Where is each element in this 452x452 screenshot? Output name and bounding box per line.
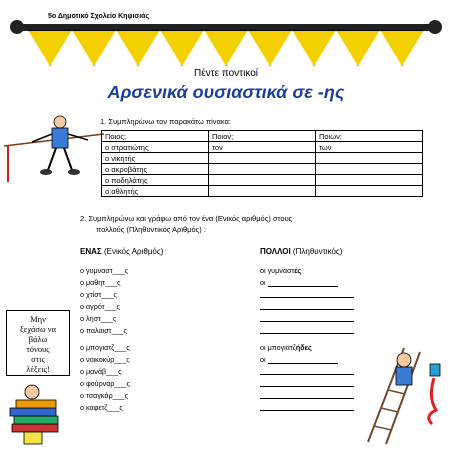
table-cell: ο αθλητής <box>102 186 209 197</box>
answer-line[interactable] <box>260 410 354 411</box>
table-cell[interactable]: των <box>316 142 423 153</box>
list-item[interactable]: ο ληστ___ς <box>80 314 117 323</box>
list-item[interactable]: ο νοικοκύρ___ς <box>80 355 130 364</box>
table-cell: ο ακροβάτης <box>102 164 209 175</box>
answer-line[interactable] <box>260 309 354 310</box>
table-cell[interactable] <box>209 164 316 175</box>
exercise1-table <box>101 130 423 197</box>
table-cell: ο ποδηλάτης <box>102 175 209 186</box>
list-item[interactable]: ο παλαιστ___ς <box>80 326 127 335</box>
tightrope-walker-illustration <box>4 112 104 192</box>
exercise2-instruction-line2: πολλούς (Πληθυντικός Αριθμός) : <box>96 225 206 234</box>
table-header-cell: Ποιων; <box>316 131 423 142</box>
table-cell[interactable] <box>209 153 316 164</box>
list-item[interactable]: ο γυμναστ___ς <box>80 266 129 275</box>
page-title: Αρσενικά ουσιαστικά σε -ης <box>107 82 345 102</box>
rod-end-left <box>10 20 24 34</box>
plural-column-header <box>260 247 342 256</box>
plural-example: οι μπογιατζήδες <box>260 343 312 352</box>
school-name: 5ο Δημοτικό Σχολείο Κηφισιάς <box>48 13 150 20</box>
list-item[interactable]: ο μανάβ___ς <box>80 367 122 376</box>
singular-subhead: (Ενικός Αριθμός) <box>103 247 164 256</box>
table-header-cell: Ποιος; <box>102 131 209 142</box>
plural-answer-line[interactable]: οι <box>260 278 338 287</box>
answer-line[interactable] <box>260 297 354 298</box>
table-cell[interactable] <box>209 175 316 186</box>
singular-head: ΕΝΑΣ <box>80 247 102 256</box>
table-cell: ο στρατιώτης <box>102 142 209 153</box>
boy-with-books-illustration <box>4 378 84 448</box>
answer-line[interactable] <box>260 333 354 334</box>
list-item[interactable]: ο φούρναρ___ς <box>80 379 130 388</box>
list-item[interactable]: ο καφετζ___ς <box>80 403 123 412</box>
table-header-cell: Ποιον; <box>209 131 316 142</box>
table-cell[interactable] <box>316 153 423 164</box>
subtitle: Πέντε ποντικοί <box>193 68 259 79</box>
plural-subhead: (Πληθυντικός) <box>292 247 343 256</box>
answer-line[interactable] <box>260 321 354 322</box>
painter-on-ladder-illustration <box>354 338 450 446</box>
reminder-note: Μην ξεχάσω να βάλω τόνους στις λέξεις! <box>6 310 70 376</box>
plural-head: ΠΟΛΛΟΙ <box>260 247 291 256</box>
list-item[interactable]: ο αγρότ___ς <box>80 302 121 311</box>
table-row <box>102 142 423 153</box>
table-row <box>102 153 423 164</box>
bunting-flags <box>28 30 428 70</box>
plural-answer-line[interactable]: οι <box>260 355 338 364</box>
table-cell[interactable]: τον <box>209 142 316 153</box>
table-row <box>102 175 423 186</box>
table-header-row <box>102 131 423 142</box>
table-cell: ο νικητής <box>102 153 209 164</box>
table-cell[interactable] <box>316 175 423 186</box>
answer-line[interactable] <box>260 386 354 387</box>
table-cell[interactable] <box>209 186 316 197</box>
list-item[interactable]: ο μπογιατζ___ς <box>80 343 130 352</box>
answer-line[interactable] <box>260 374 354 375</box>
list-item[interactable]: ο τσαγκάρ___ς <box>80 391 129 400</box>
answer-line[interactable] <box>260 398 354 399</box>
plural-example: οι γυμναστές <box>260 266 302 275</box>
singular-column-header <box>80 247 163 256</box>
table-row <box>102 186 423 197</box>
list-item[interactable]: ο μαθητ___ς <box>80 278 121 287</box>
rod-end-right <box>428 20 442 34</box>
table-cell[interactable] <box>316 186 423 197</box>
exercise2-instruction-line1: 2. Συμπληρώνω και γράφω από τον ένα (Ενικός αριθμός) στους <box>80 214 293 223</box>
table-row <box>102 164 423 175</box>
exercise1-instruction: 1. Συμπληρώνω τον παρακάτω πίνακα: <box>100 117 231 126</box>
list-item[interactable]: ο χτίστ___ς <box>80 290 117 299</box>
table-cell[interactable] <box>316 164 423 175</box>
